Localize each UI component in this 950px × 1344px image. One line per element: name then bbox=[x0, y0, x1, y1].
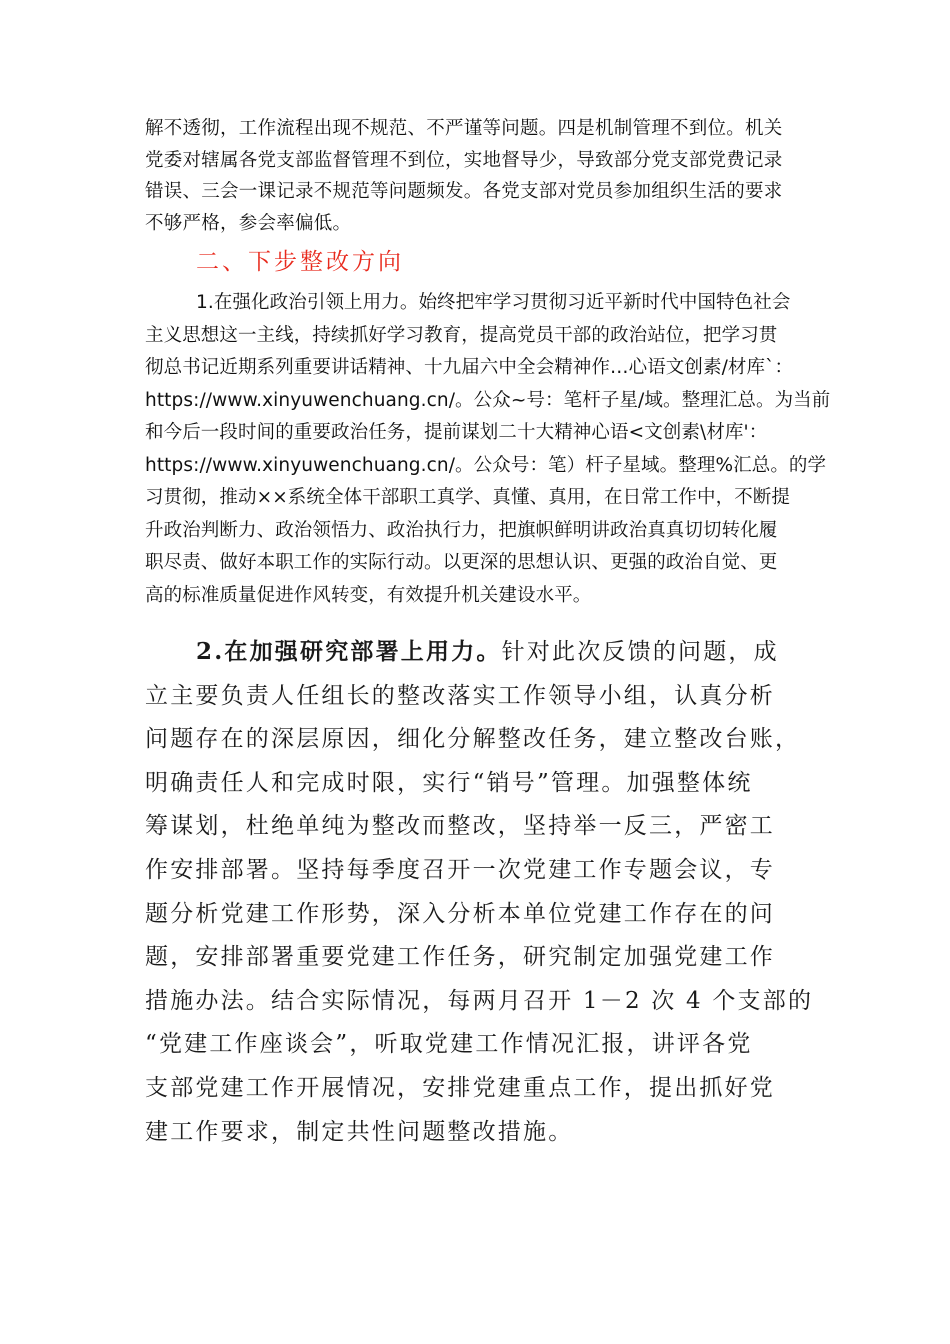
text-line: 明确责任人和完成时限，实行“销号”管理。加强整体统 bbox=[145, 769, 753, 796]
text-line: 不够严格，参会率偏低。 bbox=[145, 212, 352, 234]
text-line: 作安排部署。坚持每季度召开一次党建工作专题会议，专 bbox=[145, 856, 775, 883]
text-line: https://www.xinyuwenchuang.cn/。公众号：笔）杆子星域。整理%汇总。的学 bbox=[145, 454, 827, 476]
text-line-rest: 针对此次反馈的问题，成 bbox=[501, 639, 779, 665]
text-line: 党委对辖属各党支部监督管理不到位，实地督导少，导致部分党支部党费记录 bbox=[145, 149, 783, 171]
text-line: 筹谋划，杜绝单纯为整改而整改，坚持举一反三，严密工 bbox=[145, 813, 775, 840]
paragraph-lead: 2.在加强研究部署上用力。 bbox=[196, 638, 502, 665]
text-line: 升政治判断力、政治领悟力、政治执行力，把旗帜鲜明讲政治真真切切转化履 bbox=[145, 519, 778, 541]
text-line bbox=[145, 630, 805, 675]
text-line: 彻总书记近期系列重要讲话精神、十九届六中全会精神作…心语文创素/材库`： bbox=[145, 357, 794, 378]
text-line: 1.在强化政治引领上用力。始终把牢学习贯彻习近平新时代中国特色社会 bbox=[196, 292, 791, 313]
text-line: 高的标准质量促进作风转变，有效提升机关建设水平。 bbox=[145, 584, 592, 606]
text-line: 措施办法。结合实际情况，每两月召开 1－2 次 4 个支部的 bbox=[145, 987, 814, 1014]
text-line: 立主要负责人任组长的整改落实工作领导小组，认真分析 bbox=[145, 682, 775, 709]
text-line: 和今后一段时间的重要政治任务，提前谋划二十大精神心语<文创素\材库'： bbox=[145, 422, 768, 443]
text-line: 职尽责、做好本职工作的实际行动。以更深的思想认识、更强的政治自觉、更 bbox=[145, 552, 778, 573]
text-line: 支部党建工作开展情况，安排党建重点工作，提出抓好党 bbox=[145, 1074, 775, 1101]
text-line: 题，安排部署重要党建工作任务，研究制定加强党建工作 bbox=[145, 944, 775, 971]
paragraph-political-guidance bbox=[145, 287, 831, 612]
text-line: 习贯彻，推动××系统全体干部职工真学、真懂、真用，在日常工作中，不断提 bbox=[145, 487, 791, 508]
text-line: 建工作要求，制定共性问题整改措施。 bbox=[145, 1118, 574, 1145]
text-line: 主义思想这一主线，持续抓好学习教育，提高党员干部的政治站位，把学习贯 bbox=[145, 324, 778, 346]
text-line: https://www.xinyuwenchuang.cn/。公众~号：笔杆子星/域。整理汇总。为当前 bbox=[145, 389, 831, 411]
text-line: 题分析党建工作形势，深入分析本单位党建工作存在的问 bbox=[145, 900, 775, 927]
text-line: 问题存在的深层原因，细化分解整改任务，建立整改台账， bbox=[145, 726, 801, 753]
paragraph-top bbox=[145, 113, 805, 239]
text-line: 错误、三会一课记录不规范等问题频发。各党支部对党员参加组织生活的要求 bbox=[145, 181, 783, 202]
text-line: “党建工作座谈会”，听取党建工作情况汇报，讲评各党 bbox=[145, 1031, 753, 1058]
text-line: 解不透彻，工作流程出现不规范、不严谨等问题。四是机制管理不到位。机关 bbox=[145, 118, 783, 139]
paragraph-research-deployment bbox=[145, 630, 814, 1154]
section-heading: 二、下步整改方向 bbox=[196, 249, 404, 275]
